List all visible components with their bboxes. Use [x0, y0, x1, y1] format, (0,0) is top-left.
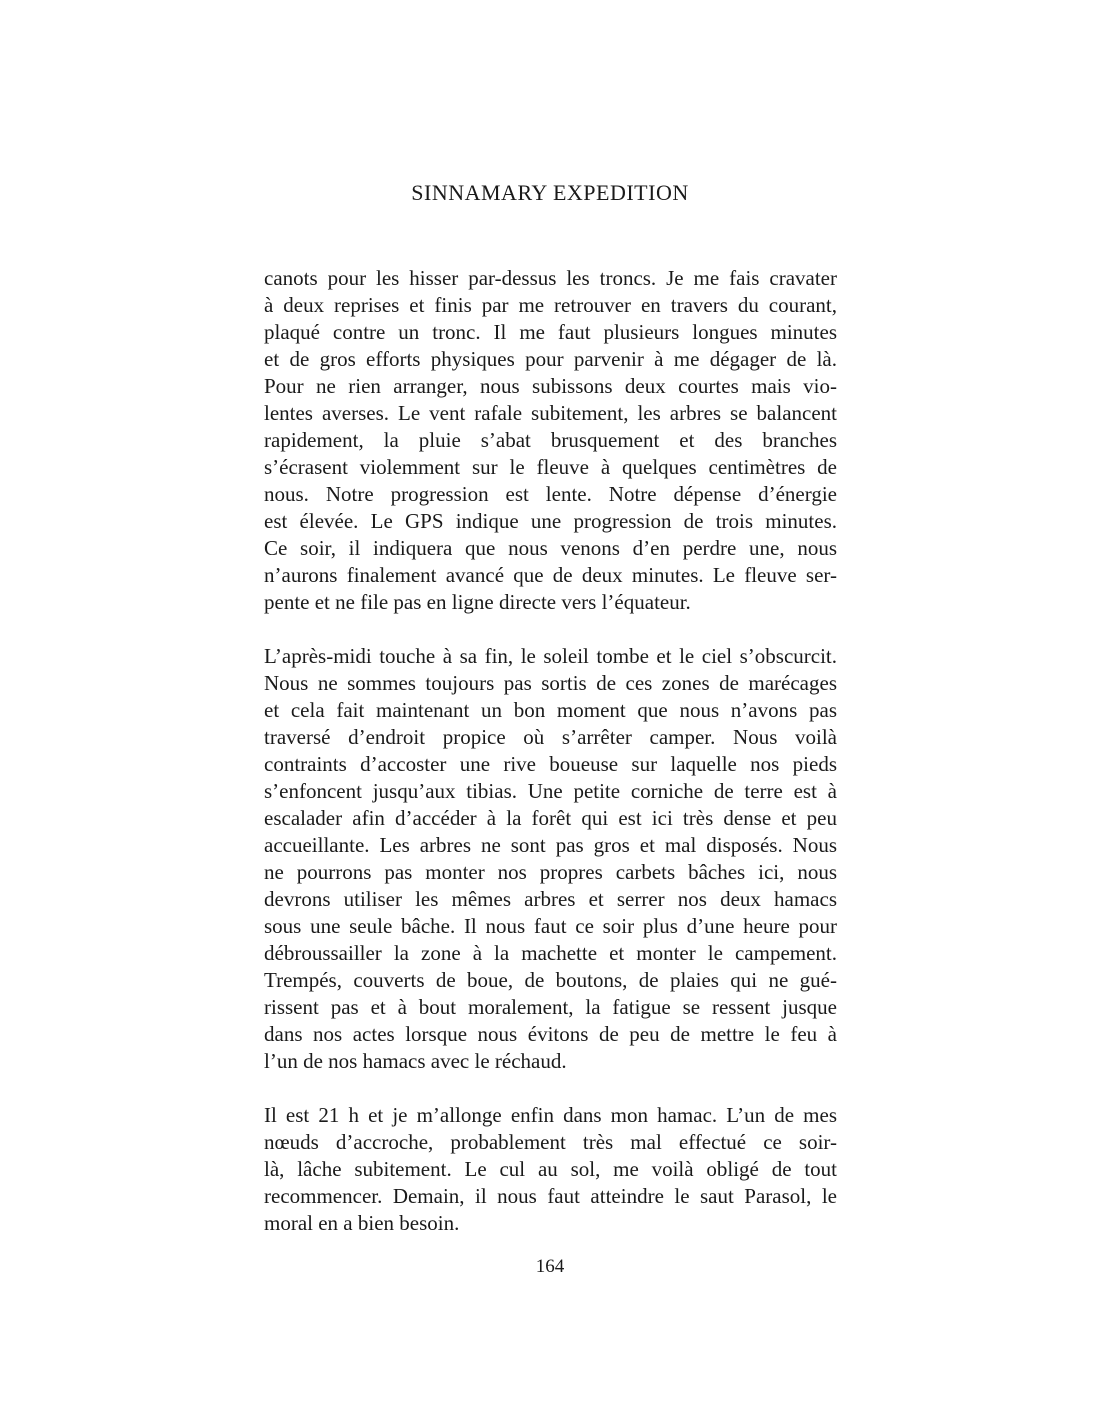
text-line: s’écrasent violemment sur le fleuve à quelques centimètres de	[264, 455, 837, 479]
text-line: nous. Notre progression est lente. Notre dépense d’énergie	[264, 482, 837, 506]
paragraph-3	[264, 1102, 837, 1237]
text-line: rapidement, la pluie s’abat brusquement et des branches	[264, 428, 837, 452]
text-line: et cela fait maintenant un bon moment que nous n’avons pas	[264, 698, 837, 722]
text-line: s’enfoncent jusqu’aux tibias. Une petite corniche de terre est à	[264, 779, 837, 803]
text-line: nœuds d’accroche, probablement très mal effectué ce soir-	[264, 1130, 837, 1154]
text-line: Pour ne rien arranger, nous subissons deux courtes mais vio-	[264, 374, 837, 398]
text-line: n’aurons finalement avancé que de deux minutes. Le fleuve ser-	[264, 563, 837, 587]
paragraph-1	[264, 265, 837, 616]
text-line: Il est 21 h et je m’allonge enfin dans mon hamac. L’un de mes	[264, 1103, 837, 1127]
text-line: Ce soir, il indiquera que nous venons d’en perdre une, nous	[264, 536, 837, 560]
text-line: est élevée. Le GPS indique une progression de trois minutes.	[264, 509, 837, 533]
text-line: Trempés, couverts de boue, de boutons, de plaies qui ne gué-	[264, 968, 837, 992]
text-line: dans nos actes lorsque nous évitons de peu de mettre le feu à	[264, 1022, 837, 1046]
text-line: Nous ne sommes toujours pas sortis de ces zones de marécages	[264, 671, 837, 695]
text-line: l’un de nos hamacs avec le réchaud.	[264, 1049, 567, 1073]
text-line: L’après-midi touche à sa fin, le soleil tombe et le ciel s’obscurcit.	[264, 644, 837, 668]
text-line: débroussailler la zone à la machette et monter le campement.	[264, 941, 837, 965]
text-line: et de gros efforts physiques pour parvenir à me dégager de là.	[264, 347, 837, 371]
text-line: lentes averses. Le vent rafale subitement, les arbres se balancent	[264, 401, 837, 425]
text-line: ne pourrons pas monter nos propres carbets bâches ici, nous	[264, 860, 837, 884]
text-line: moral en a bien besoin.	[264, 1211, 460, 1235]
text-line: contraints d’accoster une rive boueuse sur laquelle nos pieds	[264, 752, 837, 776]
page-number: 164	[535, 1256, 565, 1277]
text-line: escalader afin d’accéder à la forêt qui est ici très dense et peu	[264, 806, 837, 830]
text-line: pente et ne file pas en ligne directe vers l’équateur.	[264, 590, 691, 614]
text-line: traversé d’endroit propice où s’arrêter camper. Nous voilà	[264, 725, 837, 749]
paragraph-2	[264, 643, 837, 1075]
text-line: canots pour les hisser par-dessus les troncs. Je me fais cravater	[264, 266, 837, 290]
text-line: rissent pas et à bout moralement, la fatigue se ressent jusque	[264, 995, 837, 1019]
body-text	[264, 265, 837, 1237]
text-line: recommencer. Demain, il nous faut atteindre le saut Parasol, le	[264, 1184, 837, 1208]
text-line: plaqué contre un tronc. Il me faut plusieurs longues minutes	[264, 320, 837, 344]
text-line: à deux reprises et finis par me retrouver en travers du courant,	[264, 293, 837, 317]
text-line: là, lâche subitement. Le cul au sol, me voilà obligé de tout	[264, 1157, 837, 1181]
text-line: sous une seule bâche. Il nous faut ce soir plus d’une heure pour	[264, 914, 837, 938]
running-head: SINNAMARY EXPEDITION	[411, 180, 689, 205]
text-line: devrons utiliser les mêmes arbres et serrer nos deux hamacs	[264, 887, 837, 911]
text-line: accueillante. Les arbres ne sont pas gros et mal disposés. Nous	[264, 833, 837, 857]
